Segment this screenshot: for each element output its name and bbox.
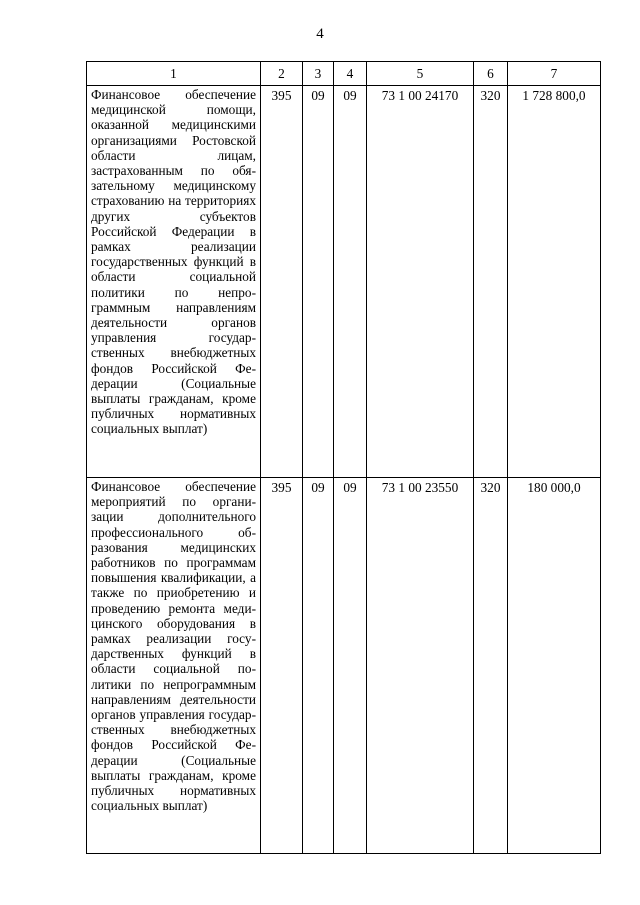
row-section-code: 09 <box>303 478 334 854</box>
table-row <box>87 478 601 854</box>
row-expense-type: 320 <box>474 86 508 478</box>
row-expense-type: 320 <box>474 478 508 854</box>
row-section-code: 09 <box>303 86 334 478</box>
row-subsection-code: 09 <box>334 86 367 478</box>
row-target-article: 73 1 00 24170 <box>367 86 474 478</box>
row-ministry-code: 395 <box>261 86 303 478</box>
row-amount: 1 728 800,0 <box>508 86 601 478</box>
table-header-row <box>87 62 601 86</box>
column-header-1: 1 <box>87 62 261 86</box>
column-header-6: 6 <box>474 62 508 86</box>
row-description: Финансовое обеспечение мероприятий по организации дополнительного профессионального образования медицинских работников по программам повышения квалификации, а также по приобретению и проведению ремонта медицинского оборудования в рамках реализации государственных функций в области социальной политики по непрограммным направлениям деятельности органов управления государственных внебюджетных фондов Российской Федерации (Социальные выплаты гражданам, кроме публичных нормативных социальных выплат) <box>87 478 261 854</box>
column-header-2: 2 <box>261 62 303 86</box>
row-target-article: 73 1 00 23550 <box>367 478 474 854</box>
column-header-3: 3 <box>303 62 334 86</box>
column-header-7: 7 <box>508 62 601 86</box>
column-header-4: 4 <box>334 62 367 86</box>
row-amount: 180 000,0 <box>508 478 601 854</box>
row-subsection-code: 09 <box>334 478 367 854</box>
budget-table <box>86 61 601 854</box>
row-ministry-code: 395 <box>261 478 303 854</box>
column-header-5: 5 <box>367 62 474 86</box>
page-number: 4 <box>316 26 324 42</box>
row-description: Финансовое обеспечение медицинской помощи, оказанной медицинскими организациями Ростовской области лицам, застрахованным по обязательному медицинскому страхованию на территориях других субъектов Российской Федерации в рамках реализации государственных функций в области социальной политики по непрограммным направлениям деятельности органов управления государственных внебюджетных фондов Российской Федерации (Социальные выплаты гражданам, кроме публичных нормативных социальных выплат) <box>87 86 261 478</box>
table-row <box>87 86 601 478</box>
